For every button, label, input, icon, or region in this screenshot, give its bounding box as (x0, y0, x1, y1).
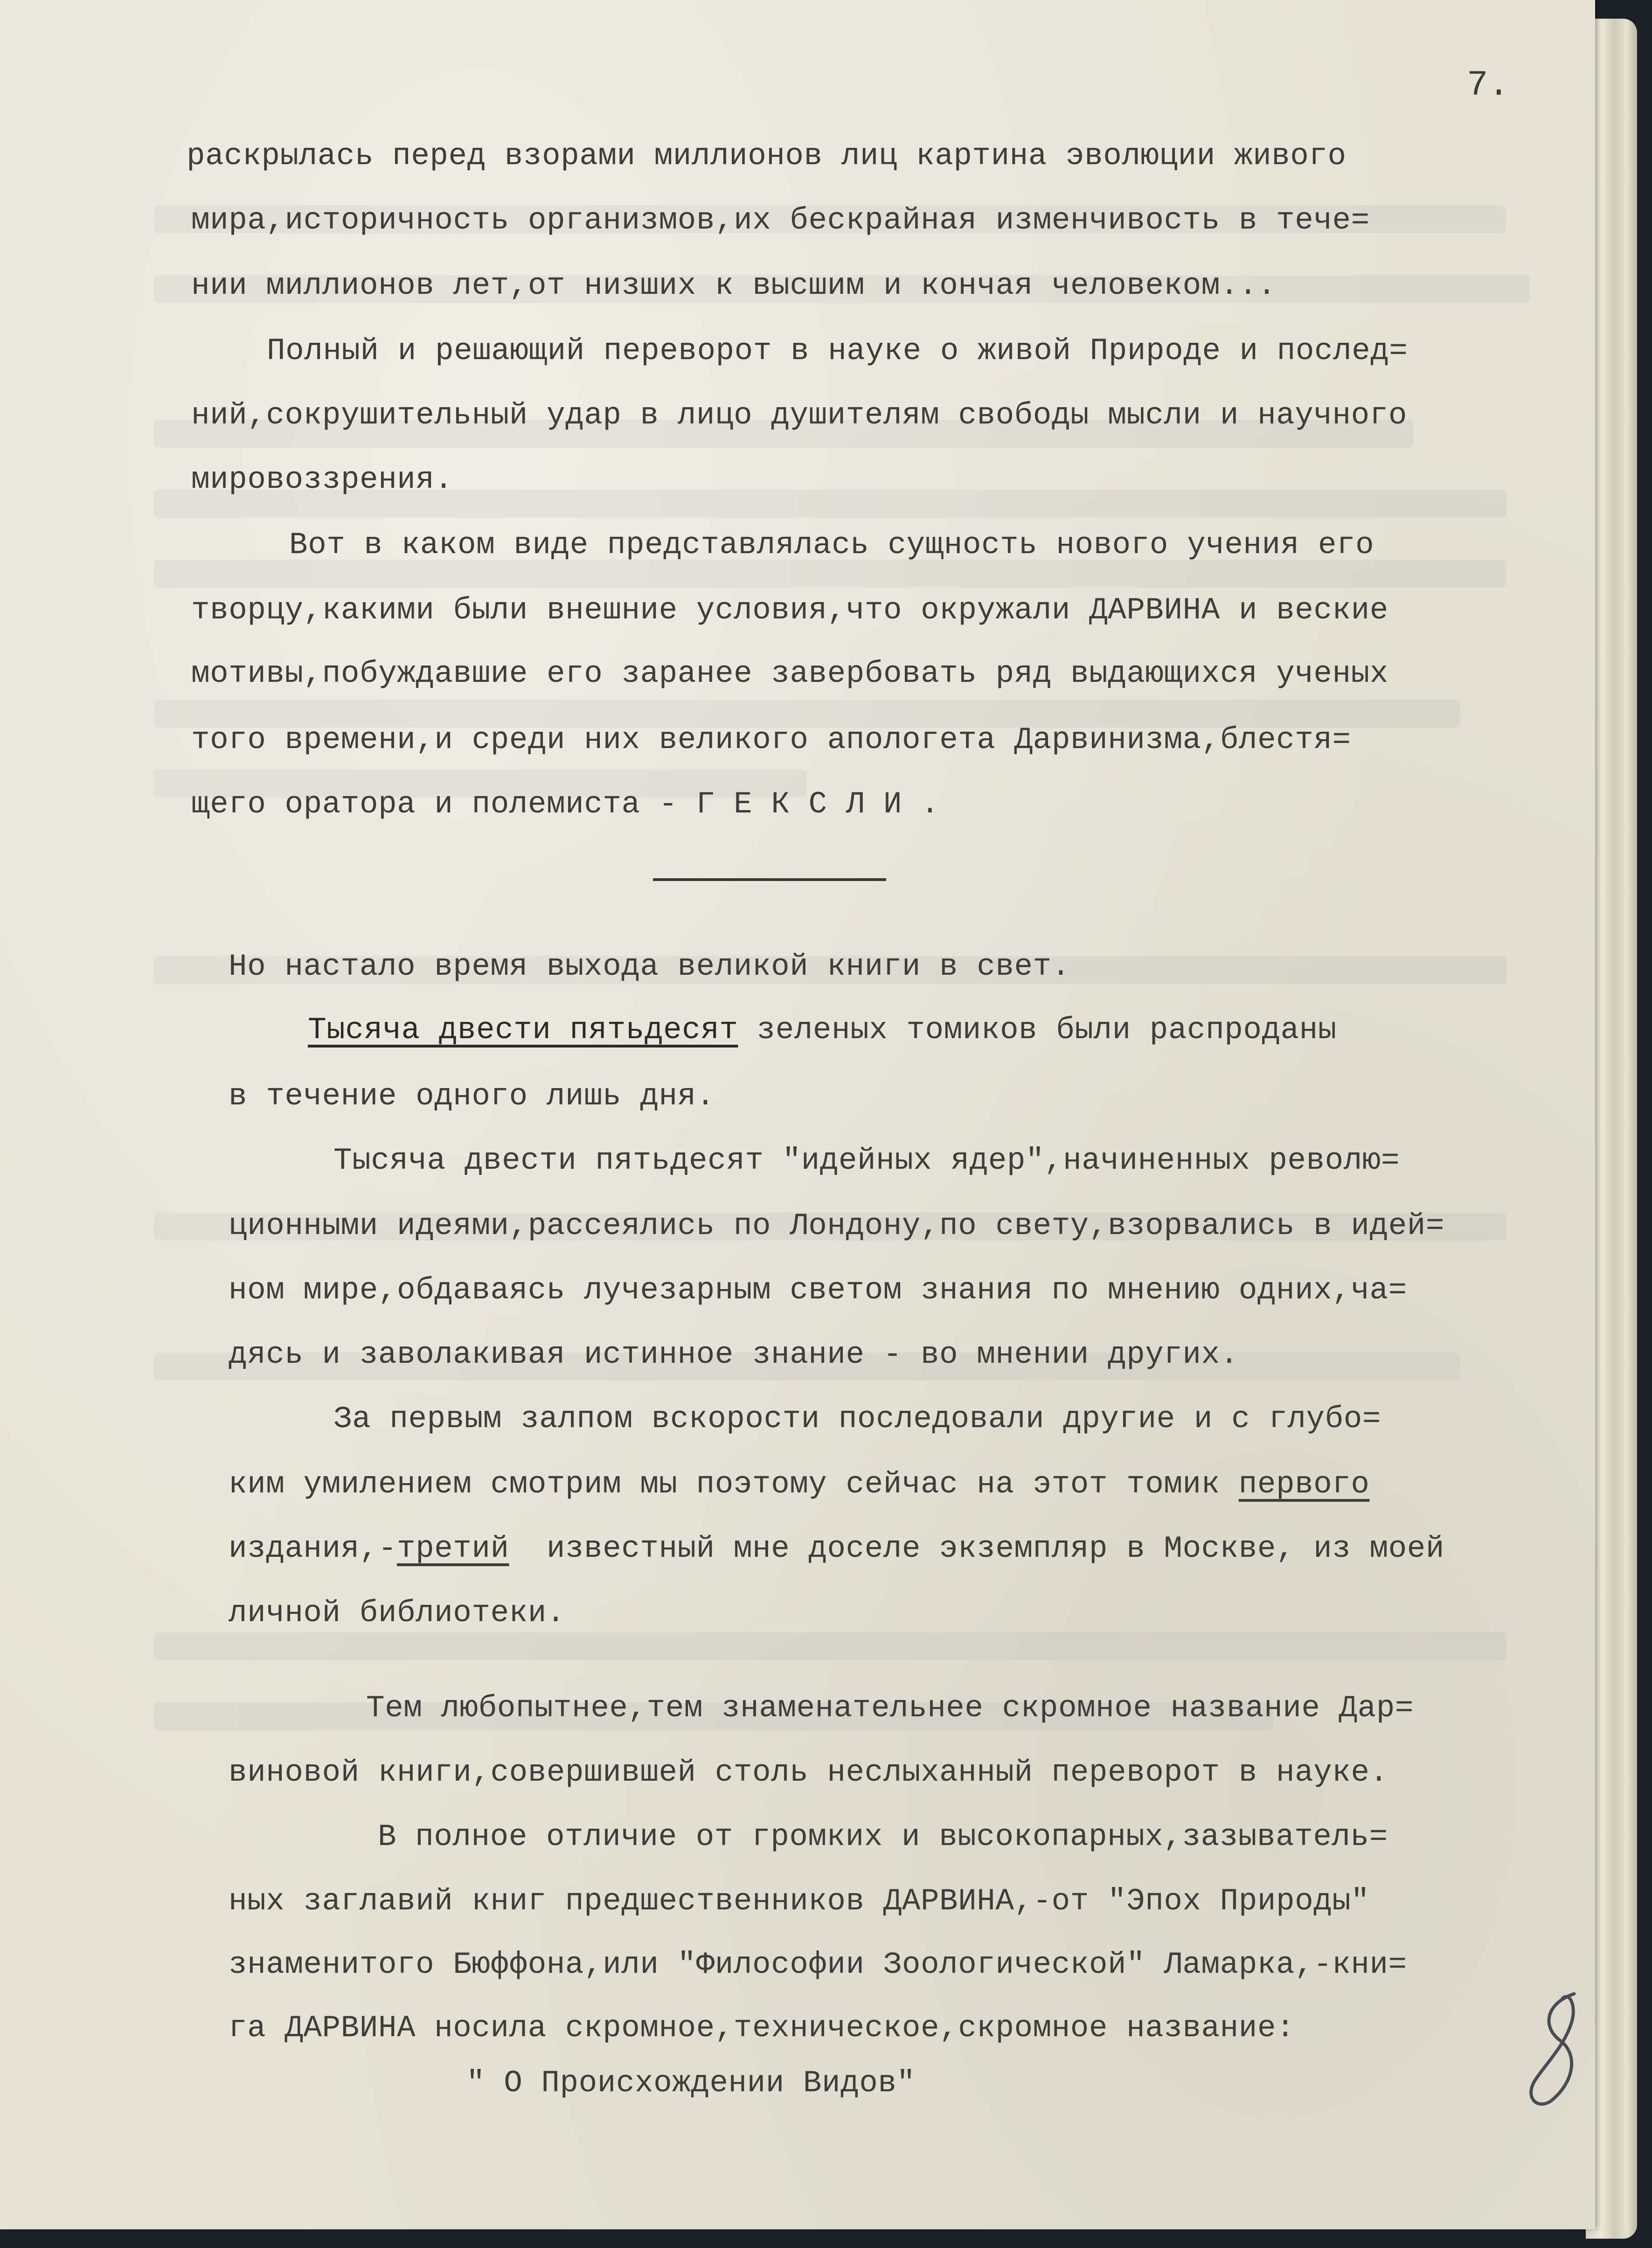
text-line-26: ных заглавий книг предшественников ДАРВИНА,-от "Эпох Природы" (229, 1884, 1370, 1919)
text-line-28: га ДАРВИНА носила скромное,техническое,скромное название: (229, 2011, 1295, 2046)
handwritten-sheet-number-glyph (1518, 1984, 1588, 2115)
text-line-13 (308, 1015, 1337, 1046)
text-line-11: щего оратора и полемиста - Г Е К С Л И . (191, 787, 940, 822)
text-line-5: ний,сокрушительный удар в лицо душителям свободы мысли и научного (191, 398, 1407, 433)
text-line-9: мотивы,побуждавшие его заранее завербовать ряд выдающихся ученых (191, 656, 1388, 691)
text-line-29-book-title: " О Происхождении Видов" (466, 2066, 916, 2101)
text-line-15: Тысяча двести пятьдесят "идейных ядер",начиненных револю= (333, 1143, 1400, 1178)
text-line-27: знаменитого Бюффона,или "Философии Зоологической" Ламарка,-кни= (229, 1947, 1407, 1982)
text-line-2: мира,историчность организмов,их бескрайная изменчивость в тече= (191, 203, 1370, 238)
underlined-phrase-1250: Тысяча двести пятьдесят (308, 1013, 738, 1048)
text-line-18: дясь и заволакивая истинное знание - во мнении других. (229, 1337, 1239, 1372)
section-divider-rule (653, 878, 886, 881)
text-line-21-start: издания,- (229, 1531, 397, 1566)
text-line-20-start: ким умилением смотрим мы поэтому сейчас на этот томик (229, 1467, 1239, 1502)
text-line-16: ционными идеями,рассеялись по Лондону,по свету,взорвались в идей= (229, 1208, 1444, 1243)
text-line-21-rest: известный мне доселе экземпляр в Москве, из моей (509, 1531, 1444, 1566)
text-line-14: в течение одного лишь дня. (229, 1079, 715, 1114)
underlined-word-third: третий (396, 1531, 509, 1566)
text-line-24: виновой книги,совершившей столь неслыханный переворот в науке. (229, 1755, 1388, 1790)
text-line-21 (229, 1533, 1444, 1564)
text-line-17: ном мире,обдаваясь лучезарным светом знания по мнению одних,ча= (229, 1273, 1407, 1308)
text-line-22: личной библиотеки. (229, 1596, 565, 1630)
text-line-23: Тем любопытнее,тем знаменательнее скромное название Дар= (366, 1691, 1414, 1726)
text-line-6: мировоззрения. (191, 462, 453, 497)
text-line-3: нии миллионов лет,от низших к высшим и кончая человеком... (191, 268, 1277, 303)
text-line-19: За первым залпом вскорости последовали другие и с глубо= (333, 1402, 1381, 1436)
text-line-12: Но настало время выхода великой книги в свет. (229, 949, 1070, 984)
text-line-25: В полное отличие от громких и высокопарных,зазыватель= (378, 1819, 1388, 1854)
text-line-1: раскрылась перед взорами миллионов лиц картина эволюции живого (187, 139, 1347, 173)
underlined-word-first: первого (1238, 1467, 1370, 1502)
text-line-7: Вот в каком виде представлялась сущность нового учения его (289, 527, 1374, 562)
text-line-13-rest: зеленых томиков были распроданы (738, 1013, 1337, 1048)
text-line-10: того времени,и среди них великого апологета Дарвинизма,блестя= (191, 722, 1351, 757)
text-line-4: Полный и решающий переворот в науке о живой Природе и послед= (267, 333, 1408, 368)
page-number: 7. (1467, 65, 1510, 105)
text-line-8: творцу,какими были внешние условия,что окружали ДАРВИНА и веские (191, 593, 1388, 628)
text-line-20 (229, 1469, 1370, 1500)
